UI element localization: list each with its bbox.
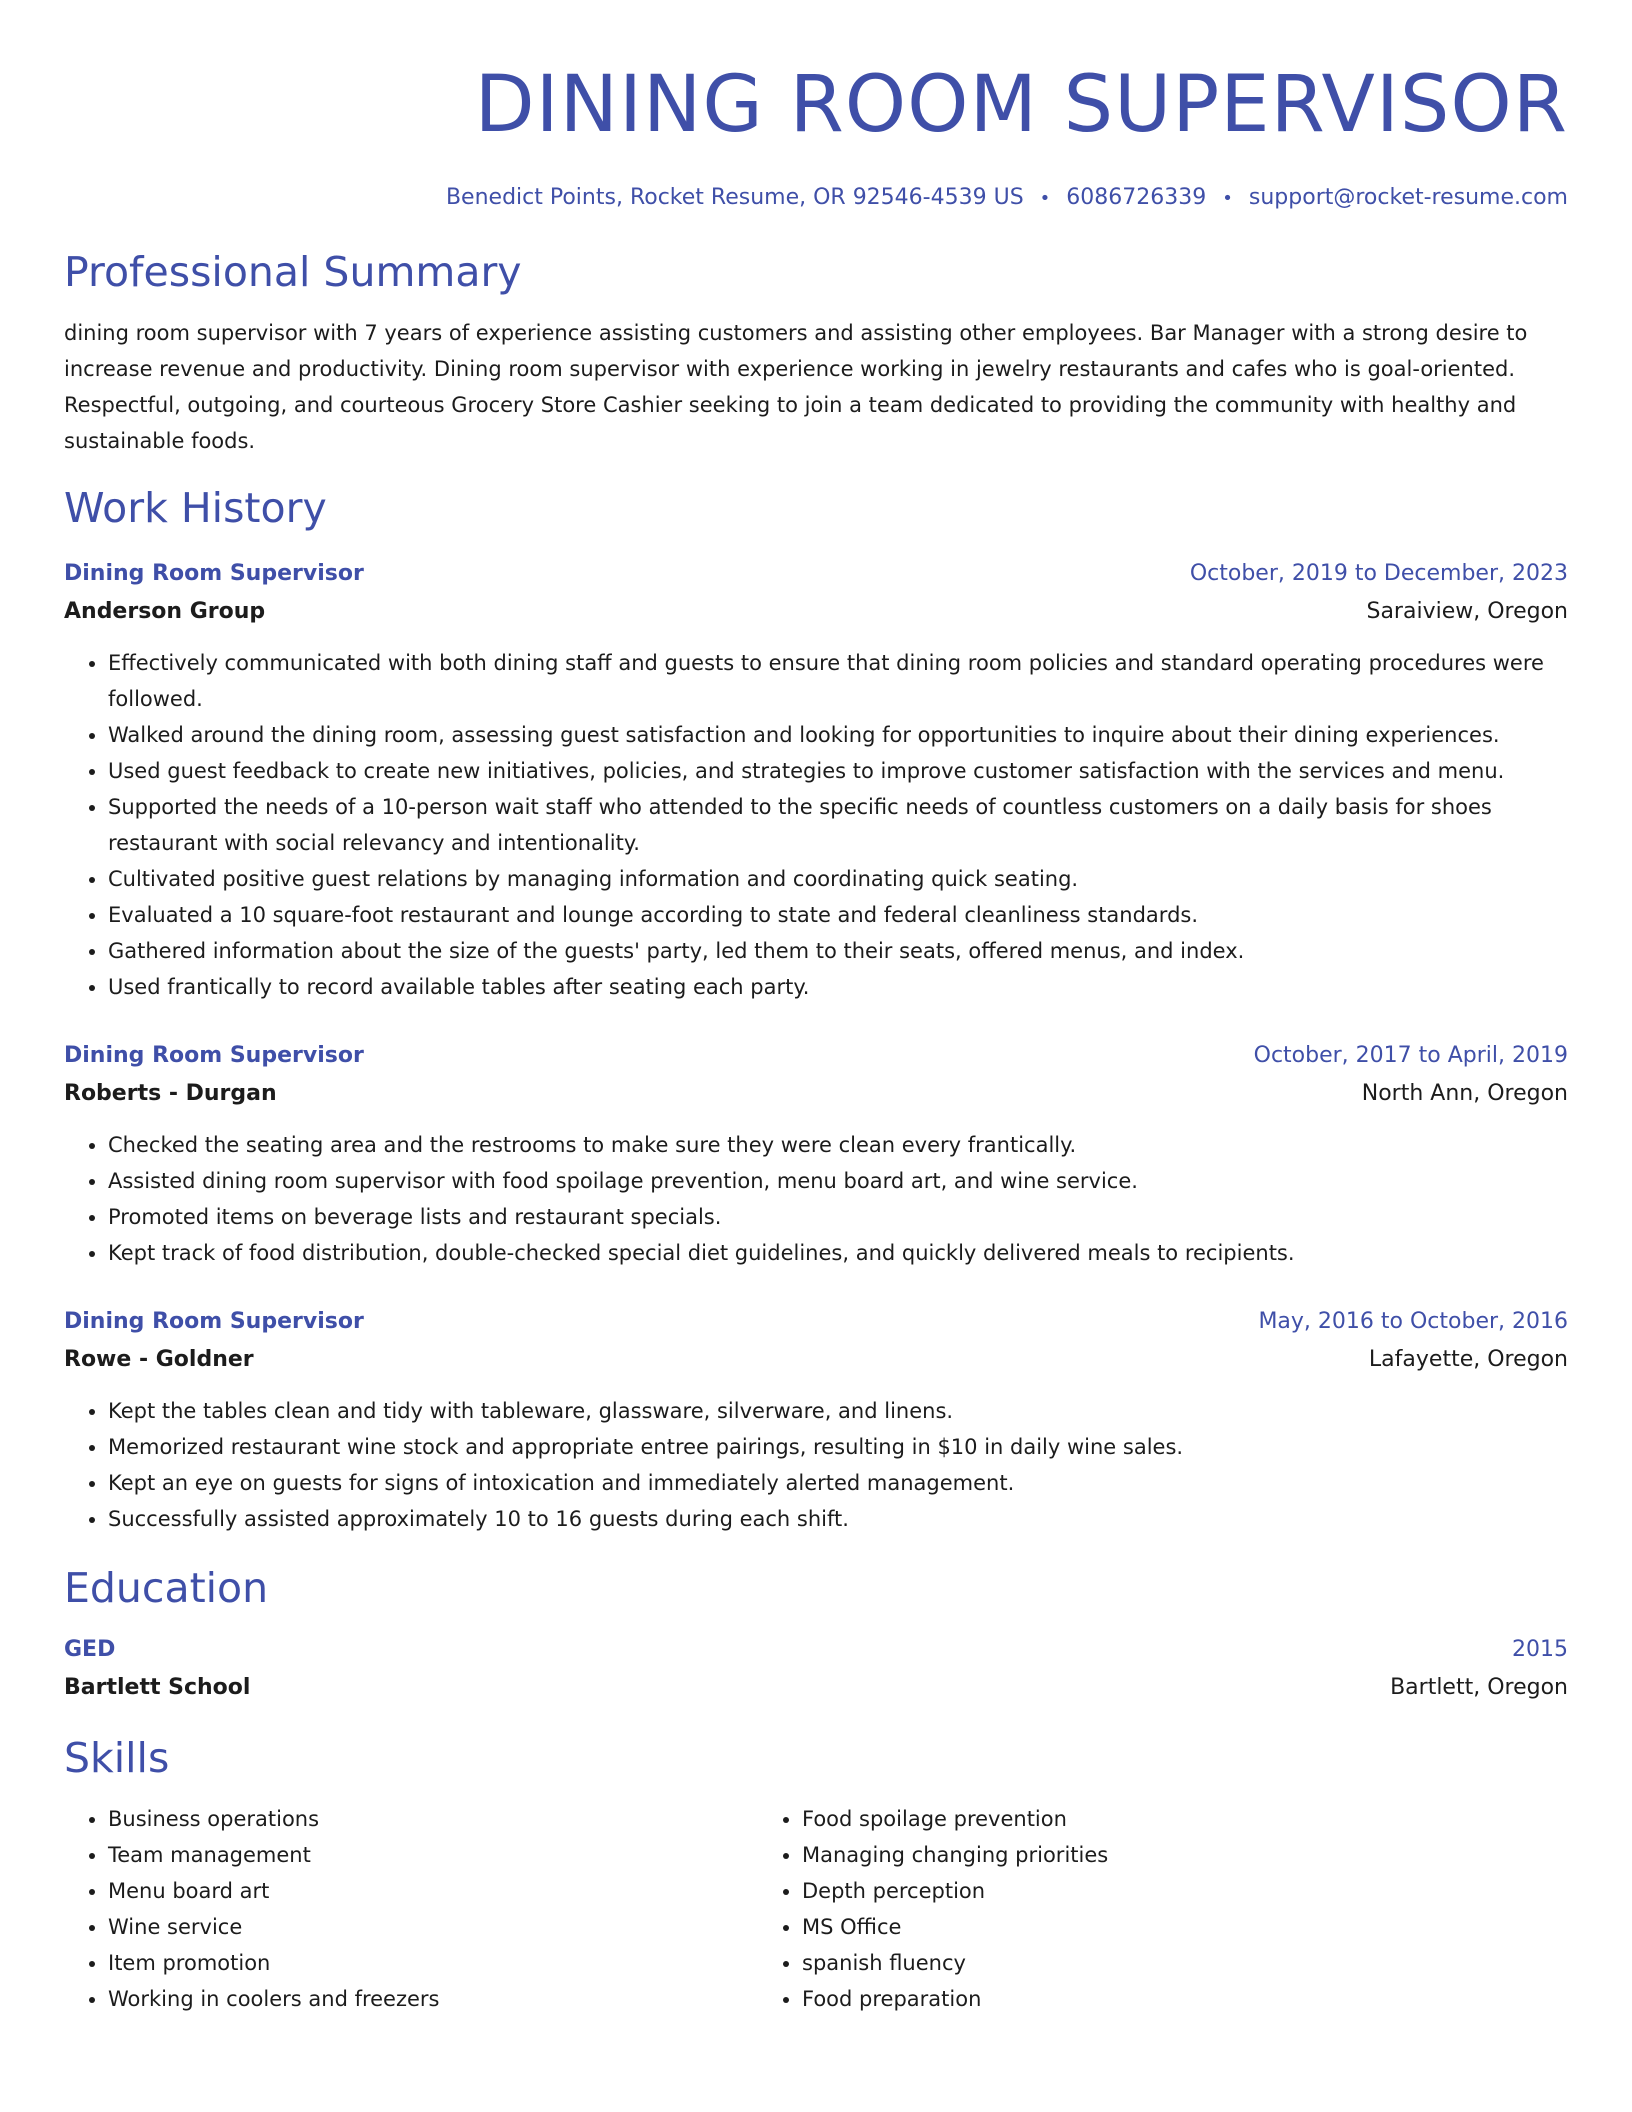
list-item: • Kept an eye on guests for signs of intoxication and immediately alerted management.	[108, 1465, 1568, 1501]
resume-header	[64, 50, 1568, 215]
contact-address: Benedict Points, Rocket Resume, OR 92546-4539 US	[445, 185, 1024, 210]
job-entry	[64, 555, 1568, 1005]
list-item: • Promoted items on beverage lists and restaurant specials.	[108, 1199, 1568, 1235]
list-item: • Depth perception	[802, 1873, 1452, 1909]
job-entry	[64, 1037, 1568, 1271]
job-title-row	[64, 1037, 1568, 1075]
list-item: • Cultivated positive guest relations by managing information and coordinating quick seating.	[108, 861, 1568, 897]
skills-heading: Skills	[64, 1734, 170, 1782]
list-item: • spanish fluency	[802, 1945, 1452, 1981]
list-item: • Working in coolers and freezers	[108, 1981, 758, 2017]
bullet-separator: •	[1039, 188, 1051, 209]
job-title-row	[64, 1303, 1568, 1341]
job-company-row	[64, 593, 1568, 631]
job-company: Roberts - Durgan	[64, 1081, 277, 1106]
list-item: • Food spoilage prevention	[802, 1801, 1452, 1837]
education-school-row	[64, 1669, 1568, 1707]
work-history-section	[64, 479, 1568, 1537]
list-item: • Kept track of food distribution, double-checked special diet guidelines, and quickly delivered meals to recipients.	[108, 1235, 1568, 1271]
list-item: • MS Office	[802, 1909, 1452, 1945]
education-section	[64, 1559, 1568, 1707]
list-item: • Wine service	[108, 1909, 758, 1945]
summary-text: dining room supervisor with 7 years of experience assisting customers and assisting other employees. Bar Manager with a strong desire to increase revenue and productivity. Dining room supervisor with experience working in jewelry restaurants and cafes who is goal-oriented. Respectful, outgoing, and courteous Grocery Store Cashier seeking to join a team dedicated to providing the community with healthy and sustainable foods.	[64, 321, 1528, 453]
education-degree-row	[64, 1631, 1568, 1669]
summary-section	[64, 243, 1568, 459]
skills-list-left	[64, 1801, 758, 2017]
list-item: • Menu board art	[108, 1873, 758, 1909]
list-item: • Team management	[108, 1837, 758, 1873]
contact-line	[64, 182, 1568, 215]
list-item: • Memorized restaurant wine stock and appropriate entree pairings, resulting in $10 in daily wine sales.	[108, 1429, 1568, 1465]
contact-email: support@rocket-resume.com	[1248, 185, 1568, 210]
list-item: • Item promotion	[108, 1945, 758, 1981]
skills-columns	[64, 1801, 1568, 2017]
job-duties-list	[64, 645, 1568, 1005]
education-school: Bartlett School	[64, 1675, 251, 1700]
job-entry	[64, 1303, 1568, 1537]
work-history-heading: Work History	[64, 484, 327, 532]
job-title: Dining Room Supervisor	[64, 561, 364, 586]
education-location: Bartlett, Oregon	[1390, 1675, 1568, 1700]
job-location: Saraiview, Oregon	[1366, 599, 1568, 624]
list-item: • Walked around the dining room, assessing guest satisfaction and looking for opportunities to inquire about their dining experiences.	[108, 717, 1568, 753]
list-item: • Used frantically to record available tables after seating each party.	[108, 969, 1568, 1005]
list-item: • Effectively communicated with both dining staff and guests to ensure that dining room policies and standard operating procedures were followed.	[108, 645, 1568, 717]
education-heading: Education	[64, 1564, 269, 1612]
job-location: Lafayette, Oregon	[1368, 1347, 1568, 1372]
list-item: • Kept the tables clean and tidy with tableware, glassware, silverware, and linens.	[108, 1393, 1568, 1429]
contact-phone: 6086726339	[1066, 185, 1207, 210]
job-title-row	[64, 555, 1568, 593]
job-dates: May, 2016 to October, 2016	[1258, 1309, 1568, 1334]
list-item: • Supported the needs of a 10-person wait staff who attended to the specific needs of countless customers on a daily basis for shoes restaurant with social relevancy and intentionality.	[108, 789, 1568, 861]
job-title: Dining Room Supervisor	[64, 1043, 364, 1068]
job-company: Anderson Group	[64, 599, 266, 624]
skills-list-right	[758, 1801, 1452, 2017]
job-title: Dining Room Supervisor	[64, 1309, 364, 1334]
list-item: • Successfully assisted approximately 10 to 16 guests during each shift.	[108, 1501, 1568, 1537]
list-item: • Used guest feedback to create new initiatives, policies, and strategies to improve customer satisfaction with the services and menu.	[108, 753, 1568, 789]
job-company-row	[64, 1075, 1568, 1113]
list-item: • Business operations	[108, 1801, 758, 1837]
job-location: North Ann, Oregon	[1361, 1081, 1568, 1106]
bullet-separator: •	[1222, 188, 1233, 209]
job-dates: October, 2017 to April, 2019	[1253, 1043, 1568, 1068]
education-entry	[64, 1631, 1568, 1707]
list-item: • Assisted dining room supervisor with food spoilage prevention, menu board art, and wine service.	[108, 1163, 1568, 1199]
list-item: • Checked the seating area and the restrooms to make sure they were clean every frantically.	[108, 1127, 1568, 1163]
education-year: 2015	[1512, 1637, 1568, 1662]
list-item: • Managing changing priorities	[802, 1837, 1452, 1873]
job-dates: October, 2019 to December, 2023	[1189, 561, 1568, 586]
skills-section	[64, 1729, 1568, 2017]
job-duties-list	[64, 1393, 1568, 1537]
job-company-row	[64, 1341, 1568, 1379]
job-company: Rowe - Goldner	[64, 1347, 254, 1372]
list-item: • Evaluated a 10 square-foot restaurant and lounge according to state and federal cleanliness standards.	[108, 897, 1568, 933]
list-item: • Gathered information about the size of the guests' party, led them to their seats, offered menus, and index.	[108, 933, 1568, 969]
education-degree: GED	[64, 1637, 116, 1662]
summary-heading: Professional Summary	[64, 248, 522, 296]
job-duties-list	[64, 1127, 1568, 1271]
list-item: • Food preparation	[802, 1981, 1452, 2017]
resume-name: DINING ROOM SUPERVISOR	[474, 60, 1568, 150]
